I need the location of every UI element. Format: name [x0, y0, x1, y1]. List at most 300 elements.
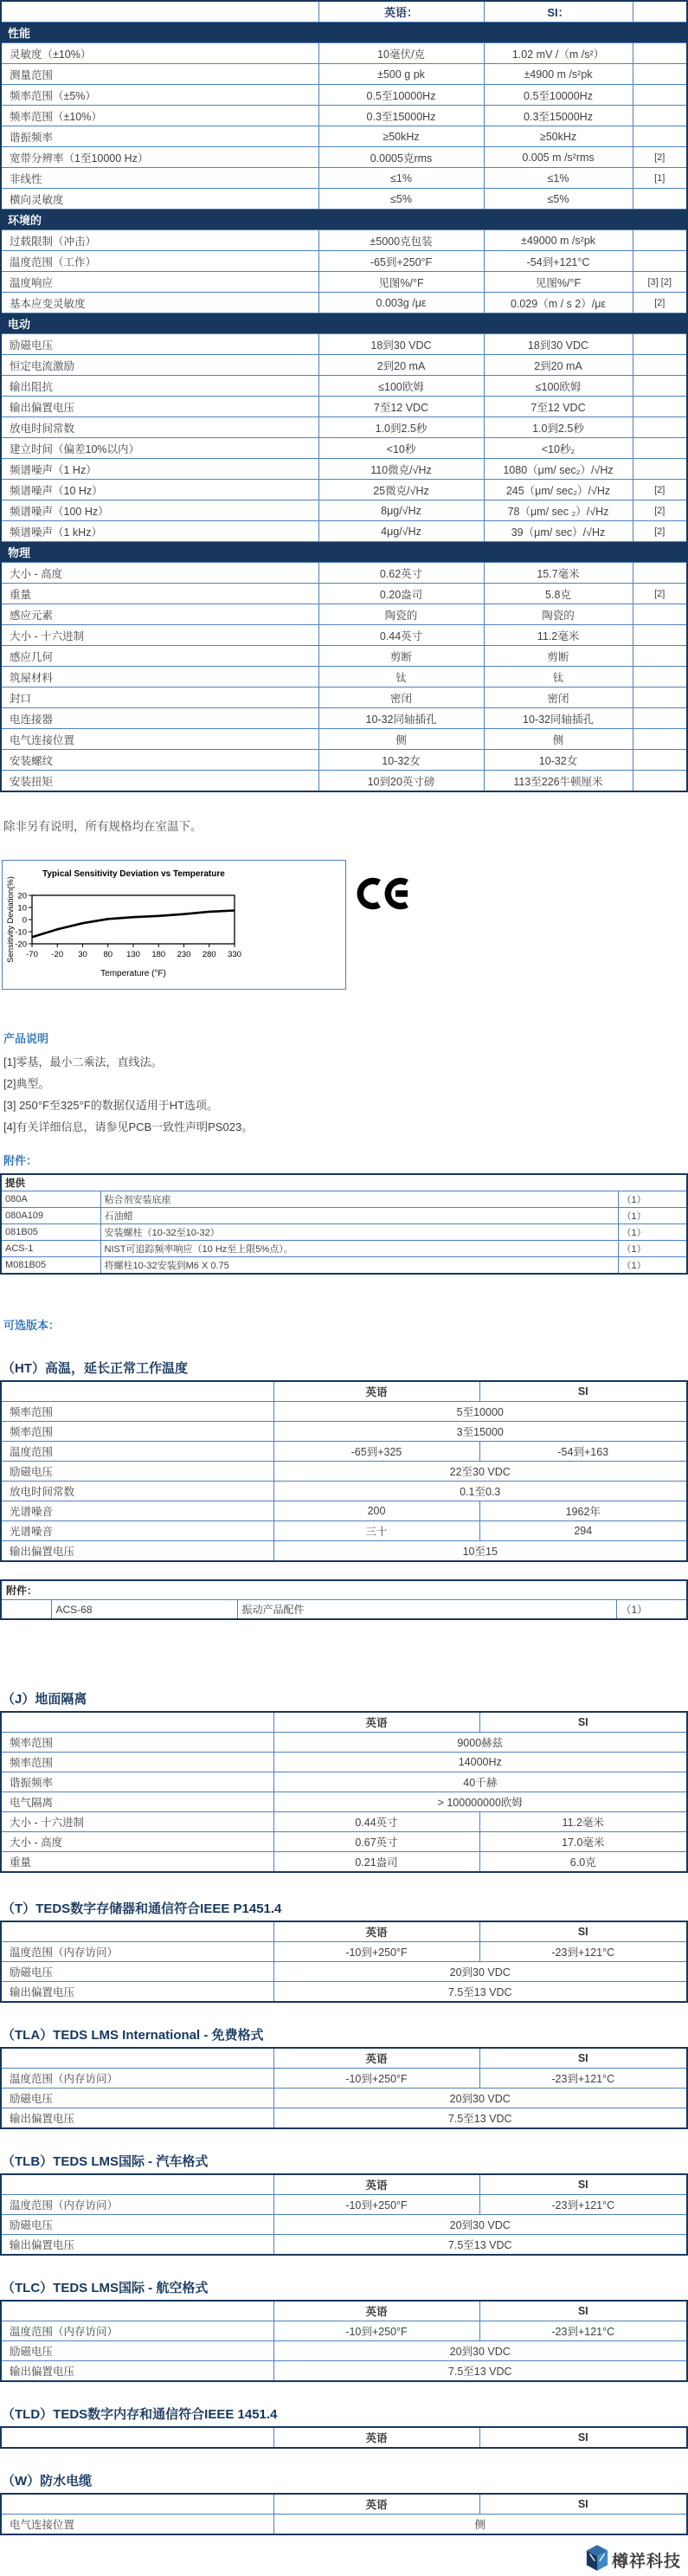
accessory-model: ACS-68	[51, 1600, 237, 1620]
spec-value-english: 侧	[318, 729, 484, 750]
chart-row	[0, 860, 688, 991]
option-label: 电气连接位置	[1, 2515, 273, 2535]
option-header-row	[1, 1381, 687, 1402]
y-tick-label: -20	[15, 939, 27, 950]
spec-label: 电气连接位置	[1, 729, 318, 750]
option-label: 温度范围	[1, 1442, 273, 1462]
option-label: 频率范围	[1, 1402, 273, 1422]
option-col-english: 英语	[273, 2494, 479, 2515]
spec-label: 重量	[1, 584, 318, 604]
spec-label: 安装扭矩	[1, 771, 318, 792]
accessory-row	[1, 1257, 687, 1275]
spec-note-ref	[633, 230, 687, 251]
spec-row	[1, 293, 687, 313]
spec-value-english: 剪断	[318, 646, 484, 667]
spec-note-ref	[633, 376, 687, 397]
option-row	[1, 1442, 687, 1462]
vendor-logo	[0, 2544, 688, 2576]
option-label: 温度范围（内存访问）	[1, 2321, 273, 2341]
spec-value-english: 钛	[318, 667, 484, 688]
option-value-span: 7.5至13 VDC	[273, 2361, 687, 2382]
spec-label: 感应几何	[1, 646, 318, 667]
spec-value-si: 0.3至15000Hz	[484, 106, 633, 126]
accessory-blank	[1, 1600, 51, 1620]
option-row	[1, 1942, 687, 1962]
accessory-qty: （1）	[618, 1191, 687, 1208]
option-value-english: 0.21盎司	[273, 1852, 479, 1873]
spec-label: 测量范围	[1, 64, 318, 85]
spec-note-ref: [2]	[633, 584, 687, 604]
option-accessories-header	[1, 1580, 687, 1600]
optional-table-ht	[0, 1380, 688, 1562]
spec-label: 感应元素	[1, 604, 318, 625]
spec-note-ref	[633, 729, 687, 750]
spec-row	[1, 771, 687, 792]
spec-note-ref	[633, 417, 687, 438]
option-header-empty	[1, 2494, 273, 2515]
optional-section-title-tld: （TLD）TEDS数字内存和通信符合IEEE 1451.4	[2, 2407, 278, 2422]
spec-value-si: 78（μm/ sec ₂）/√Hz	[484, 500, 633, 521]
spec-row	[1, 376, 687, 397]
supplied-accessories-table	[0, 1173, 688, 1275]
vendor-logo-text: 樽祥科技	[611, 2553, 681, 2571]
spec-note-ref	[633, 625, 687, 646]
spec-note-ref	[633, 85, 687, 106]
option-header-empty	[1, 2427, 273, 2448]
spec-label: 频谱噪声（100 Hz）	[1, 500, 318, 521]
spec-label: 非线性	[1, 168, 318, 189]
option-value-si: 17.0毫米	[479, 1832, 687, 1852]
option-label: 温度范围（内存访问）	[1, 1942, 273, 1962]
option-value-si: -23到+121°C	[479, 2321, 687, 2341]
option-label: 输出偏置电压	[1, 2108, 273, 2129]
spec-value-si: ±4900 m /s²pk	[484, 64, 633, 85]
spec-label: 封口	[1, 688, 318, 708]
spec-value-si: ≥50kHz	[484, 126, 633, 147]
accessory-model: ACS-1	[1, 1241, 100, 1257]
spec-value-si: 见图%/°F	[484, 272, 633, 293]
option-value-english: 0.44英寸	[273, 1812, 479, 1832]
spec-value-si: 11.2毫米	[484, 625, 633, 646]
spec-row	[1, 584, 687, 604]
spec-row	[1, 355, 687, 376]
spec-value-si: -54到+121°C	[484, 251, 633, 272]
option-value-si: -23到+121°C	[479, 2195, 687, 2215]
ce-mark-icon	[357, 875, 412, 916]
spec-value-english: ≤1%	[318, 168, 484, 189]
option-col-english: 英语	[273, 2427, 479, 2448]
option-value-span: 5至10000	[273, 1402, 687, 1422]
spec-label: 建立时间（偏差10%以内）	[1, 438, 318, 459]
option-header-empty	[1, 2174, 273, 2195]
spec-note-ref: [3] [2]	[633, 272, 687, 293]
spec-value-english: 4μg/√Hz	[318, 521, 484, 542]
option-header-empty	[1, 2301, 273, 2321]
option-col-english: 英语	[273, 1921, 479, 1942]
option-label: 电气隔离	[1, 1792, 273, 1812]
spec-label: 放电时间常数	[1, 417, 318, 438]
x-tick-label: -20	[51, 950, 64, 959]
option-label: 励磁电压	[1, 2341, 273, 2361]
spec-label: 频谱噪声（1 Hz）	[1, 459, 318, 480]
spec-section-row	[1, 23, 687, 43]
optional-section-title-w: （W）防水电缆	[2, 2474, 93, 2489]
accessory-description: 振动产品配件	[237, 1600, 616, 1620]
y-tick-label: 20	[17, 891, 27, 901]
optional-table-j	[0, 1711, 688, 1873]
spec-label: 电连接器	[1, 708, 318, 729]
option-value-span: 9000赫兹	[273, 1733, 687, 1753]
optional-sections	[0, 1359, 688, 2535]
option-value-english: -10到+250°F	[273, 1942, 479, 1962]
spec-value-si: 0.029（m / s 2）/με	[484, 293, 633, 313]
spec-value-english: ≤100欧姆	[318, 376, 484, 397]
spec-value-si: 113至226牛顿厘米	[484, 771, 633, 792]
option-col-english: 英语	[273, 2048, 479, 2069]
y-tick-label: 0	[22, 915, 27, 926]
option-header-row	[1, 2427, 687, 2448]
option-row	[1, 2108, 687, 2129]
accessory-description: 石油蜡	[100, 1208, 618, 1224]
spec-value-si: 5.8克	[484, 584, 633, 604]
section-header-label: 电动	[1, 313, 687, 334]
spec-note-ref	[633, 106, 687, 126]
option-label: 频率范围	[1, 1422, 273, 1442]
spec-note-ref	[633, 64, 687, 85]
footnote: [3] 250°F至325°F的数据仅适用于HT选项。	[3, 1099, 219, 1112]
spec-note-ref: [2]	[633, 480, 687, 500]
option-value-span: 侧	[273, 2515, 687, 2535]
spec-note-ref	[633, 334, 687, 355]
spec-value-english: 密闭	[318, 688, 484, 708]
chart-ylabel: Sensitivity Deviation(%)	[6, 876, 16, 963]
accessory-description: NIST可追踪频率响应（10 Hz至上限5%点）。	[100, 1241, 618, 1257]
spec-value-si: <10秒₂	[484, 438, 633, 459]
option-label: 励磁电压	[1, 1962, 273, 1982]
option-label: 谐振频率	[1, 1772, 273, 1792]
spec-value-si: 陶瓷的	[484, 604, 633, 625]
option-value-english: 三十	[273, 1521, 479, 1541]
option-row	[1, 2195, 687, 2215]
option-row	[1, 1962, 687, 1982]
accessory-row	[1, 1224, 687, 1241]
option-value-si: 294	[479, 1521, 687, 1541]
option-header-row	[1, 2048, 687, 2069]
option-row	[1, 1852, 687, 1873]
option-value-si: 11.2毫米	[479, 1812, 687, 1832]
option-value-si: -23到+121°C	[479, 1942, 687, 1962]
chart-xlabel: Temperature (°F)	[100, 969, 166, 978]
option-value-span: 7.5至13 VDC	[273, 1982, 687, 2003]
spec-note-ref	[633, 771, 687, 792]
spec-row	[1, 459, 687, 480]
col-header-si: SI：	[484, 1, 633, 23]
spec-value-english: 25微克/√Hz	[318, 480, 484, 500]
spec-note-ref: [2]	[633, 293, 687, 313]
spec-row	[1, 126, 687, 147]
option-row	[1, 2361, 687, 2382]
product-notes-heading: 产品说明	[3, 1032, 49, 1045]
spec-label: 筑屋材料	[1, 667, 318, 688]
option-row	[1, 1812, 687, 1832]
spec-value-english: 0.0005克rms	[318, 147, 484, 168]
spec-label: 温度范围（工作）	[1, 251, 318, 272]
option-value-si: 1962年	[479, 1501, 687, 1521]
option-header-row	[1, 2494, 687, 2515]
spec-note-ref	[633, 459, 687, 480]
optional-table-w	[0, 2493, 688, 2535]
spec-row	[1, 168, 687, 189]
option-value-span: 10至15	[273, 1541, 687, 1562]
option-value-english: -10到+250°F	[273, 2195, 479, 2215]
spec-value-english: <10秒	[318, 438, 484, 459]
spec-label: 安装螺纹	[1, 750, 318, 771]
spec-row	[1, 106, 687, 126]
option-value-span: 20到30 VDC	[273, 2089, 687, 2108]
option-label: 输出偏置电压	[1, 2235, 273, 2256]
spec-value-english: 10-32女	[318, 750, 484, 771]
spec-value-english: 0.003g /με	[318, 293, 484, 313]
footnote: [2]典型。	[3, 1077, 50, 1090]
spec-value-english: 8μg/√Hz	[318, 500, 484, 521]
cube-logo-icon	[585, 2544, 609, 2576]
optional-table-tlb	[0, 2173, 688, 2256]
room-temp-note: 除非另有说明，所有规格均在室温下。	[3, 820, 203, 833]
accessory-row	[1, 1241, 687, 1257]
spec-value-english: 见图%/°F	[318, 272, 484, 293]
accessory-qty: （1）	[618, 1257, 687, 1275]
option-row	[1, 1733, 687, 1753]
spec-value-english: 0.20盎司	[318, 584, 484, 604]
accessory-qty: （1）	[618, 1241, 687, 1257]
spec-value-si: ±49000 m /s²pk	[484, 230, 633, 251]
option-label: 温度范围（内存访问）	[1, 2195, 273, 2215]
option-label: 输出偏置电压	[1, 2361, 273, 2382]
option-row	[1, 1753, 687, 1772]
spec-note-ref	[633, 126, 687, 147]
supplied-header: 提供	[1, 1174, 687, 1191]
section-header-label: 环境的	[1, 210, 687, 230]
optional-section-title-tlb: （TLB）TEDS LMS国际 - 汽车格式	[2, 2154, 209, 2169]
spec-value-english: 10到20英寸磅	[318, 771, 484, 792]
spec-value-english: 1.0到2.5秒	[318, 417, 484, 438]
spec-row	[1, 563, 687, 584]
spec-value-si: 245（μm/ sec₂）/√Hz	[484, 480, 633, 500]
option-value-span: 22至30 VDC	[273, 1462, 687, 1482]
spec-value-si: 1.02 mV /（m /s²）	[484, 43, 633, 64]
spec-row	[1, 189, 687, 210]
option-value-span: 3至15000	[273, 1422, 687, 1442]
option-label: 光谱噪音	[1, 1501, 273, 1521]
spec-row	[1, 43, 687, 64]
option-label: 输出偏置电压	[1, 1982, 273, 2003]
option-value-si: -23到+121°C	[479, 2069, 687, 2089]
spec-value-si: 39（μm/ sec）/√Hz	[484, 521, 633, 542]
option-col-si: SI	[479, 2174, 687, 2195]
optional-section-title-tla: （TLA）TEDS LMS International - 免费格式	[2, 2028, 264, 2043]
spec-value-si: 0.005 m /s²rms	[484, 147, 633, 168]
spec-value-si: 1.0到2.5秒	[484, 417, 633, 438]
col-header-english: 英语：	[318, 1, 484, 23]
option-header-empty	[1, 1381, 273, 1402]
option-header-row	[1, 1921, 687, 1942]
spec-label: 频谱噪声（10 Hz）	[1, 480, 318, 500]
footnote: [1]零基，最小二乘法，直线法。	[3, 1056, 163, 1068]
spec-value-english: -65到+250°F	[318, 251, 484, 272]
accessory-description: 将螺柱10-32安装到M6 X 0.75	[100, 1257, 618, 1275]
option-value-span: 7.5至13 VDC	[273, 2235, 687, 2256]
spec-row	[1, 64, 687, 85]
option-row	[1, 1482, 687, 1501]
spec-value-english: 18到30 VDC	[318, 334, 484, 355]
option-col-si: SI	[479, 2494, 687, 2515]
spec-header-empty	[1, 1, 318, 23]
accessory-qty: （1）	[618, 1224, 687, 1241]
accessory-model: 080A109	[1, 1208, 100, 1224]
x-tick-label: 230	[177, 950, 191, 959]
option-col-english: 英语	[273, 2301, 479, 2321]
spec-value-si: 18到30 VDC	[484, 334, 633, 355]
option-row	[1, 2515, 687, 2535]
option-value-si: 6.0克	[479, 1852, 687, 1873]
x-tick-label: 80	[103, 950, 113, 959]
spec-label: 灵敏度（±10%）	[1, 43, 318, 64]
spec-label: 基本应变灵敏度	[1, 293, 318, 313]
spec-label: 大小 - 高度	[1, 563, 318, 584]
spec-value-si: 密闭	[484, 688, 633, 708]
option-label: 大小 - 高度	[1, 1832, 273, 1852]
option-row	[1, 1832, 687, 1852]
option-label: 频率范围	[1, 1753, 273, 1772]
option-row	[1, 1541, 687, 1562]
spec-label: 频谱噪声（1 kHz）	[1, 521, 318, 542]
spec-label: 温度响应	[1, 272, 318, 293]
option-label: 重量	[1, 1852, 273, 1873]
accessory-row	[1, 1208, 687, 1224]
spec-note-ref: [2]	[633, 500, 687, 521]
footnotes	[3, 1051, 688, 1138]
option-value-span: 40千赫	[273, 1772, 687, 1792]
option-header-empty	[1, 1712, 273, 1733]
x-tick-label: 280	[202, 950, 216, 959]
spec-row	[1, 646, 687, 667]
option-row	[1, 2341, 687, 2361]
x-tick-label: 130	[126, 950, 140, 959]
option-label: 光谱噪音	[1, 1521, 273, 1541]
option-row	[1, 1462, 687, 1482]
y-tick-label: -10	[15, 927, 27, 938]
option-label: 温度范围（内存访问）	[1, 2069, 273, 2089]
spec-value-si: 10-32女	[484, 750, 633, 771]
spec-value-si: 侧	[484, 729, 633, 750]
spec-row	[1, 230, 687, 251]
spec-note-ref	[633, 563, 687, 584]
option-label: 励磁电压	[1, 1462, 273, 1482]
option-row	[1, 1501, 687, 1521]
plot-area	[32, 895, 235, 944]
spec-table	[0, 0, 688, 792]
option-row	[1, 1792, 687, 1812]
spec-note-ref	[633, 604, 687, 625]
spec-value-si: 7至12 VDC	[484, 397, 633, 417]
spec-label: 横向灵敏度	[1, 189, 318, 210]
option-value-english: 0.67英寸	[273, 1832, 479, 1852]
spec-label: 输出阻抗	[1, 376, 318, 397]
spec-value-english: 110微克/√Hz	[318, 459, 484, 480]
x-tick-label: 330	[228, 950, 241, 959]
spec-label: 恒定电流激励	[1, 355, 318, 376]
option-col-english: 英语	[273, 1712, 479, 1733]
option-label: 大小 - 十六进制	[1, 1812, 273, 1832]
optional-table-t	[0, 1921, 688, 2003]
option-row	[1, 1422, 687, 1442]
option-value-english: -10到+250°F	[273, 2069, 479, 2089]
spec-row	[1, 480, 687, 500]
spec-value-si: 15.7毫米	[484, 563, 633, 584]
spec-row	[1, 750, 687, 771]
option-row	[1, 2089, 687, 2108]
spec-note-ref	[633, 189, 687, 210]
option-accessories-table	[0, 1579, 688, 1620]
option-header-row	[1, 2174, 687, 2195]
spec-note-ref	[633, 708, 687, 729]
option-value-english: -10到+250°F	[273, 2321, 479, 2341]
spec-label: 大小 - 十六进制	[1, 625, 318, 646]
spec-label: 励磁电压	[1, 334, 318, 355]
option-row	[1, 2321, 687, 2341]
spec-row	[1, 272, 687, 293]
spec-row	[1, 417, 687, 438]
spec-row	[1, 147, 687, 168]
spec-value-english: ±500 g pk	[318, 64, 484, 85]
spec-value-english: 0.5至10000Hz	[318, 85, 484, 106]
spec-value-si: 1080（μm/ sec₂）/√Hz	[484, 459, 633, 480]
option-value-si: -54到+163	[479, 1442, 687, 1462]
spec-value-english: 10毫伏/克	[318, 43, 484, 64]
spec-value-english: 陶瓷的	[318, 604, 484, 625]
option-col-si: SI	[479, 2048, 687, 2069]
spec-header-row	[1, 1, 687, 23]
option-value-span: 0.1至0.3	[273, 1482, 687, 1501]
option-row	[1, 2235, 687, 2256]
option-col-si: SI	[479, 2301, 687, 2321]
x-tick-label: 30	[78, 950, 87, 959]
optional-section-title-tlc: （TLC）TEDS LMS国际 - 航空格式	[2, 2281, 209, 2295]
option-value-span: 7.5至13 VDC	[273, 2108, 687, 2129]
spec-row	[1, 438, 687, 459]
spec-value-si: 10-32同轴插孔	[484, 708, 633, 729]
accessory-description: 粘合剂安装底座	[100, 1191, 618, 1208]
spec-row	[1, 500, 687, 521]
sensitivity-chart	[2, 860, 346, 990]
spec-row	[1, 251, 687, 272]
option-col-si: SI	[479, 2427, 687, 2448]
accessory-qty: （1）	[616, 1600, 687, 1620]
option-accessories-heading: 附件：	[1, 1580, 687, 1600]
spec-section-row	[1, 542, 687, 563]
option-value-english: -65到+325	[273, 1442, 479, 1462]
option-label: 频率范围	[1, 1733, 273, 1753]
spec-note-ref	[633, 251, 687, 272]
option-label: 输出偏置电压	[1, 1541, 273, 1562]
spec-value-si: 0.5至10000Hz	[484, 85, 633, 106]
option-value-span: 14000Hz	[273, 1753, 687, 1772]
optional-table-tlc	[0, 2300, 688, 2382]
spec-label: 频率范围（±5%）	[1, 85, 318, 106]
spec-note-ref	[633, 43, 687, 64]
accessory-description: 安装螺柱（10-32至10-32）	[100, 1224, 618, 1241]
spec-row	[1, 521, 687, 542]
